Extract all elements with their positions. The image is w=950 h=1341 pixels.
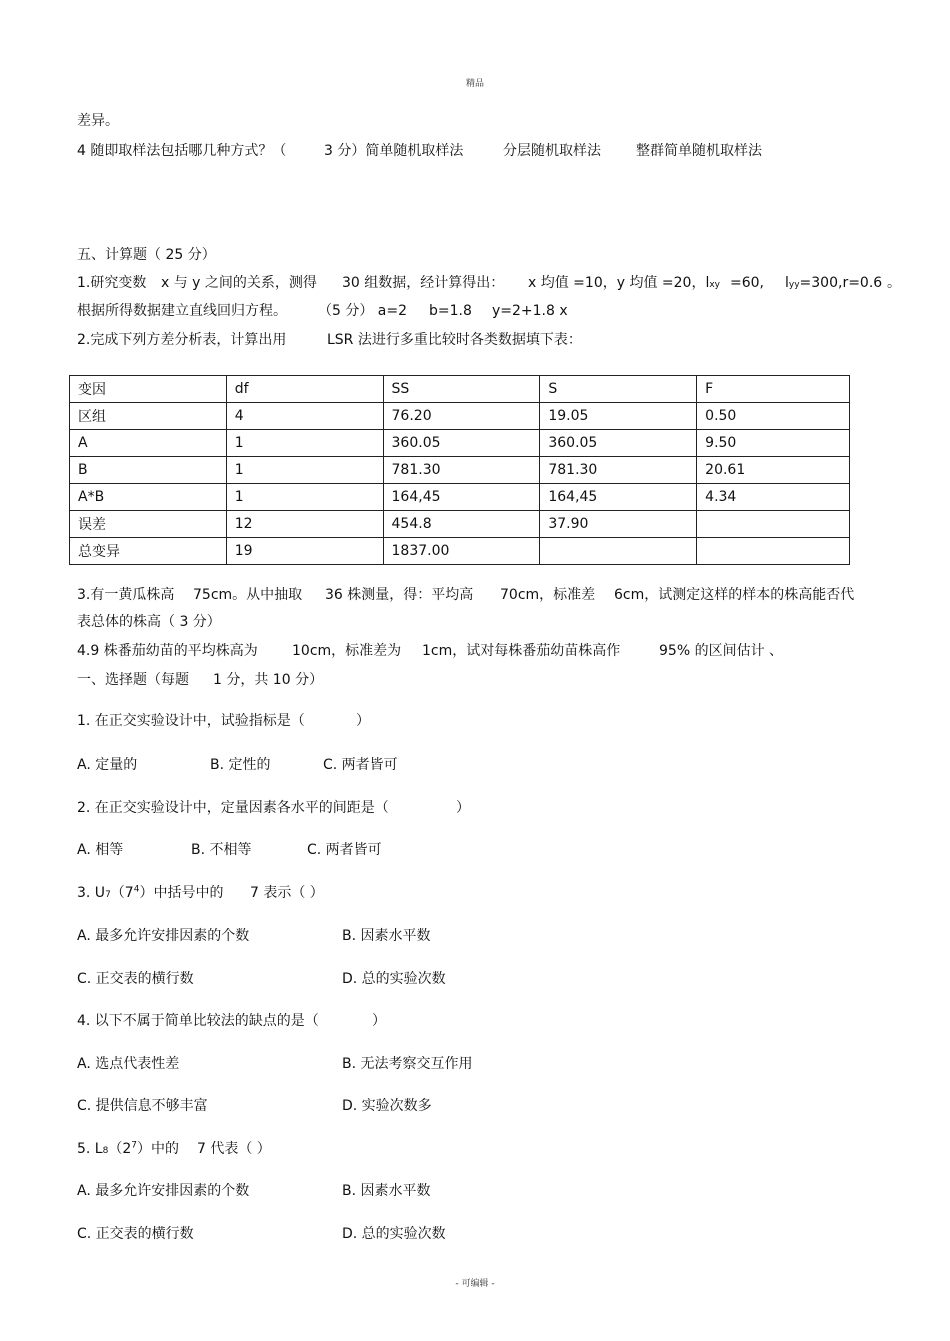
choice-q3-tail: 7 表示（ ） (250, 885, 324, 901)
question-4-option-2: 分层随机取样法 (503, 143, 601, 159)
choice-q3-option-a: A. 最多允许安排因素的个数 (77, 928, 250, 944)
calc-q1-answer-b: b=1.8 (429, 303, 472, 319)
anova-table (69, 375, 850, 565)
table-cell: A (70, 430, 227, 457)
table-cell: 1 (226, 457, 383, 484)
choice-q1-option-b: B. 定性的 (210, 757, 271, 773)
choice-q4-option-a: A. 选点代表性差 (77, 1056, 180, 1072)
table-cell: 19 (226, 538, 383, 565)
table-cell (540, 538, 697, 565)
choice-q2-option-b: B. 不相等 (191, 842, 252, 858)
choice-q2-option-a: A. 相等 (77, 842, 124, 858)
table-cell: 区组 (70, 403, 227, 430)
calc-q3-part-a: 3.有一黄瓜株高 (77, 587, 175, 603)
choice-q3: 3. $U7(7^4)$中括号中的 (77, 884, 224, 901)
table-cell: 1 (226, 430, 383, 457)
calc-q1-part-e: =60, (730, 275, 764, 291)
choice-q1-option-a: A. 定量的 (77, 757, 138, 773)
table-cell: 0.50 (697, 403, 850, 430)
choice-q5-option-d: D. 总的实验次数 (342, 1226, 446, 1242)
table-cell: 9.50 (697, 430, 850, 457)
calc-q49-part-c: 1cm，试对每株番茄幼苗株高作 (422, 643, 621, 659)
calc-q1-part-a: 1.研究变数 (77, 275, 147, 291)
table-cell: 164,45 (540, 484, 697, 511)
table-header-row (70, 376, 850, 403)
question-4-score: 3 分）简单随机取样法 (324, 143, 464, 159)
table-cell: 误差 (70, 511, 227, 538)
choice-q3-option-d: D. 总的实验次数 (342, 971, 446, 987)
table-row (70, 484, 850, 511)
calc-q2-text-b: LSR 法进行多重比较时各类数据填下表： (327, 332, 582, 348)
table-cell: 12 (226, 511, 383, 538)
section-5-title: 五、计算题（ 25 分） (77, 247, 216, 263)
table-header-cell: SS (383, 376, 540, 403)
calc-q49-part-d: 95% 的区间估计 、 (659, 643, 784, 659)
choice-q5-option-b: B. 因素水平数 (342, 1183, 431, 1199)
calc-q1-part-f: lyy=300,r=0.6 (785, 275, 883, 291)
choice-q4-option-d: D. 实验次数多 (342, 1098, 432, 1114)
question-4-text: 4 随即取样法包括哪几种方式？（ (77, 143, 287, 159)
page-header: 精品 (465, 79, 484, 89)
calc-q49-part-b: 10cm，标准差为 (292, 643, 402, 659)
table-header-cell: S (540, 376, 697, 403)
section-1-title: 一、选择题（每题 (77, 672, 189, 688)
table-cell: 19.05 (540, 403, 697, 430)
table-header-cell: F (697, 376, 850, 403)
table-cell: 1 (226, 484, 383, 511)
calc-q1-answer-a: （5 分） a=2 (318, 303, 408, 319)
table-cell: 4 (226, 403, 383, 430)
choice-q5-option-c: C. 正交表的横行数 (77, 1226, 194, 1242)
choice-q1: 1. 在正交实验设计中，试验指标是（ (77, 713, 305, 729)
table-cell: 20.61 (697, 457, 850, 484)
table-cell: 37.90 (540, 511, 697, 538)
calc-q1-part-h: 。 (887, 275, 901, 291)
choice-q1-option-c: C. 两者皆可 (323, 757, 398, 773)
calc-q1-part-b: x 与 y 之间的关系，测得 (161, 275, 317, 291)
table-header-cell: df (226, 376, 383, 403)
choice-q5: 5. $L8(2^7)$中的 (77, 1140, 179, 1157)
section-1-title-b: 1 分，共 10 分） (213, 672, 324, 688)
choice-q3-option-c: C. 正交表的横行数 (77, 971, 194, 987)
table-row (70, 511, 850, 538)
choice-q5-tail: 7 代表（ ） (197, 1141, 271, 1157)
text-line: 差异。 (77, 113, 119, 129)
table-cell: 781.30 (383, 457, 540, 484)
calc-q3-line2: 表总体的株高（ 3 分） (77, 614, 221, 630)
question-4-option-3: 整群简单随机取样法 (636, 143, 762, 159)
calc-q1-line2: 根据所得数据建立直线回归方程。 (77, 303, 287, 319)
choice-q1-end: ） (356, 713, 370, 729)
table-cell: 1837.00 (383, 538, 540, 565)
calc-q1-part-d: x 均值 =10，y 均值 =20，lxy (528, 275, 721, 291)
table-cell: A*B (70, 484, 227, 511)
table-cell: 781.30 (540, 457, 697, 484)
table-row (70, 538, 850, 565)
table-cell: 76.20 (383, 403, 540, 430)
table-cell (697, 538, 850, 565)
calc-q1-answer-equation: y=2+1.8 x (492, 303, 568, 319)
table-cell: 454.8 (383, 511, 540, 538)
table-header-cell: 变因 (70, 376, 227, 403)
choice-q2-end: ） (456, 800, 470, 816)
page-footer: - 可编辑 - (455, 1279, 495, 1289)
choice-q5-option-a: A. 最多允许安排因素的个数 (77, 1183, 250, 1199)
choice-q2-option-c: C. 两者皆可 (307, 842, 382, 858)
table-cell: 总变异 (70, 538, 227, 565)
calc-q3-part-d: 70cm，标准差 (500, 587, 596, 603)
table-cell: 164,45 (383, 484, 540, 511)
choice-q4-end: ） (372, 1013, 386, 1029)
calc-q2-text: 2.完成下列方差分析表，计算出用 (77, 332, 287, 348)
choice-q4-option-b: B. 无法考察交互作用 (342, 1056, 473, 1072)
calc-q1-part-c: 30 组数据，经计算得出： (342, 275, 505, 291)
calc-q3-part-e: 6cm，试测定这样的样本的株高能否代 (614, 587, 855, 603)
calc-q3-part-b: 75cm。从中抽取 (193, 587, 303, 603)
table-cell: 4.34 (697, 484, 850, 511)
choice-q2: 2. 在正交实验设计中，定量因素各水平的间距是（ (77, 800, 389, 816)
table-row (70, 403, 850, 430)
table-row (70, 430, 850, 457)
table-row (70, 457, 850, 484)
choice-q3-option-b: B. 因素水平数 (342, 928, 431, 944)
calc-q49-part-a: 4.9 株番茄幼苗的平均株高为 (77, 643, 258, 659)
table-cell: B (70, 457, 227, 484)
table-cell: 360.05 (540, 430, 697, 457)
calc-q3-part-c: 36 株测量，得：平均高 (325, 587, 474, 603)
choice-q4: 4. 以下不属于简单比较法的缺点的是（ (77, 1013, 319, 1029)
table-cell: 360.05 (383, 430, 540, 457)
table-cell (697, 511, 850, 538)
choice-q4-option-c: C. 提供信息不够丰富 (77, 1098, 208, 1114)
